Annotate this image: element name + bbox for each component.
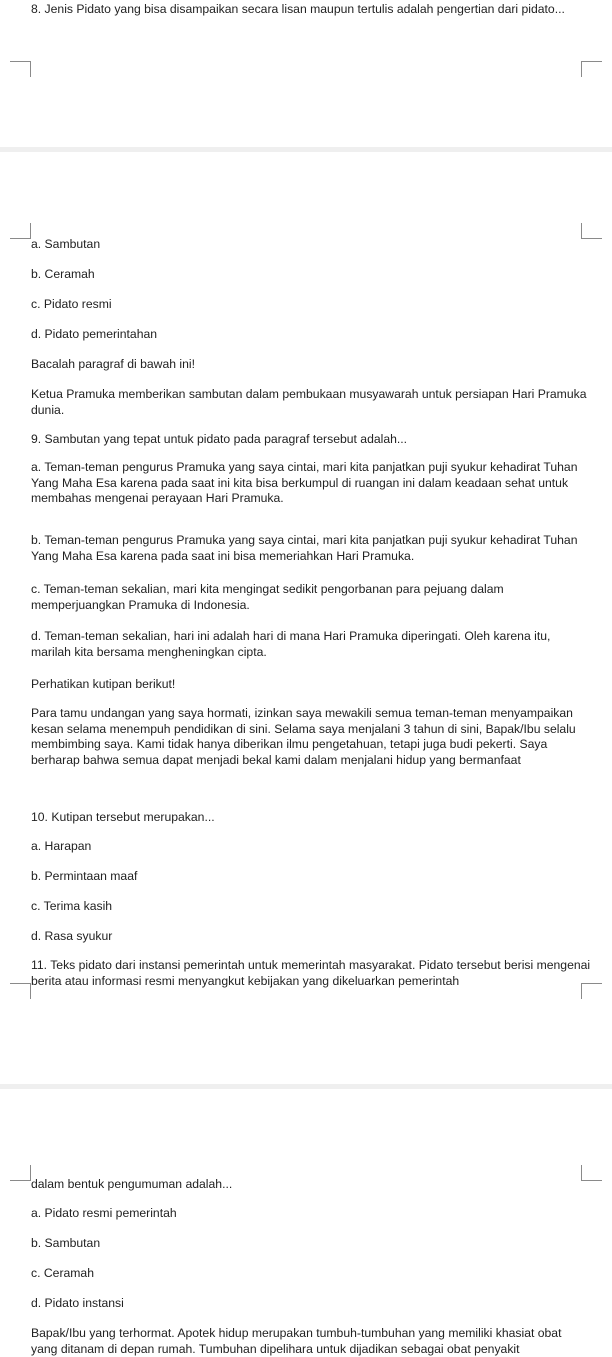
q10-option-d: d. Rasa syukur [31,929,113,943]
q9-option-d: d. Teman-teman sekalian, hari ini adalah hari di mana Hari Pramuka diperingati. Oleh karena itu, marilah kita bersama mengheningkan cipta. [31,629,551,659]
q11-question-part2: dalam bentuk pengumuman adalah... [31,1177,233,1191]
q11-option-c: c. Ceramah [31,1266,94,1280]
page-break [0,1084,612,1089]
q10-option-b: b. Permintaan maaf [31,869,138,883]
q8-option-c: c. Pidato resmi [31,297,112,311]
q10-instruction: Perhatikan kutipan berikut! [31,677,176,691]
q11-question-part1: 11. Teks pidato dari instansi pemerintah untuk memerintah masyarakat. Pidato tersebut berisi mengenai berita atau informasi resmi menyangkut kebijakan yang dikeluarkan pemerintah [31,958,591,988]
crop-mark [10,223,31,239]
q8-question: 8. Jenis Pidato yang bisa disampaikan secara lisan maupun tertulis adalah pengertian dari pidato... [31,2,565,16]
q9-option-b: b. Teman-teman pengurus Pramuka yang saya cintai, mari kita panjatkan puji syukur kehadirat Tuhan Yang Maha Esa karena pada saat ini bisa memeriahkan Hari Pramuka. [31,533,578,563]
crop-mark [10,983,31,999]
q8-option-b: b. Ceramah [31,267,95,281]
q9-option-a: a. Teman-teman pengurus Pramuka yang saya cintai, mari kita panjatkan puji syukur kehadirat Tuhan Yang Maha Esa karena pada saat ini kita bisa berkumpul di ruangan ini dalam keadaan sehat untuk membahas mengenai perayaan Hari Pramuka. [31,460,578,505]
q8-option-d: d. Pidato pemerintahan [31,327,158,341]
q10-passage: Para tamu undangan yang saya hormati, izinkan saya mewakili semua teman-teman menyampaikan kesan selama menempuh pendidikan di sini. Selama saya menjalani 3 tahun di sini, Bapak/Ibu selalu membimbing saya. Kami tidak hanya diberikan ilmu pengetahuan, tetapi juga budi pekerti. Saya berharap bahwa semua dapat menjadi bekal kami dalam menjalani hidup yang bermanfaat [31,706,576,767]
q9-option-c: c. Teman-teman sekalian, mari kita mengingat sedikit pengorbanan para pejuang dalam memperjuangkan Pramuka di Indonesia. [31,582,504,612]
q10-option-a: a. Harapan [31,839,92,853]
crop-mark [10,1165,31,1181]
q9-question: 9. Sambutan yang tepat untuk pidato pada paragraf tersebut adalah... [31,432,408,446]
q10-question: 10. Kutipan tersebut merupakan... [31,810,215,824]
crop-mark [581,61,602,77]
crop-mark [10,61,31,77]
q10-option-c: c. Terima kasih [31,899,113,913]
q11-option-d: d. Pidato instansi [31,1296,124,1310]
crop-mark [581,983,602,999]
page-break [0,147,612,152]
q9-passage: Ketua Pramuka memberikan sambutan dalam pembukaan musyawarah untuk persiapan Hari Pramuka dunia. [31,387,587,417]
q11-option-b: b. Sambutan [31,1236,101,1250]
q12-passage: Bapak/Ibu yang terhormat. Apotek hidup merupakan tumbuh-tumbuhan yang memiliki khasiat obat yang ditanam di depan rumah. Tumbuhan dipelihara untuk dijadikan sebagai obat penyakit [31,1326,562,1356]
q8-option-a: a. Sambutan [31,237,101,251]
q11-option-a: a. Pidato resmi pemerintah [31,1206,177,1220]
q9-instruction: Bacalah paragraf di bawah ini! [31,357,195,371]
